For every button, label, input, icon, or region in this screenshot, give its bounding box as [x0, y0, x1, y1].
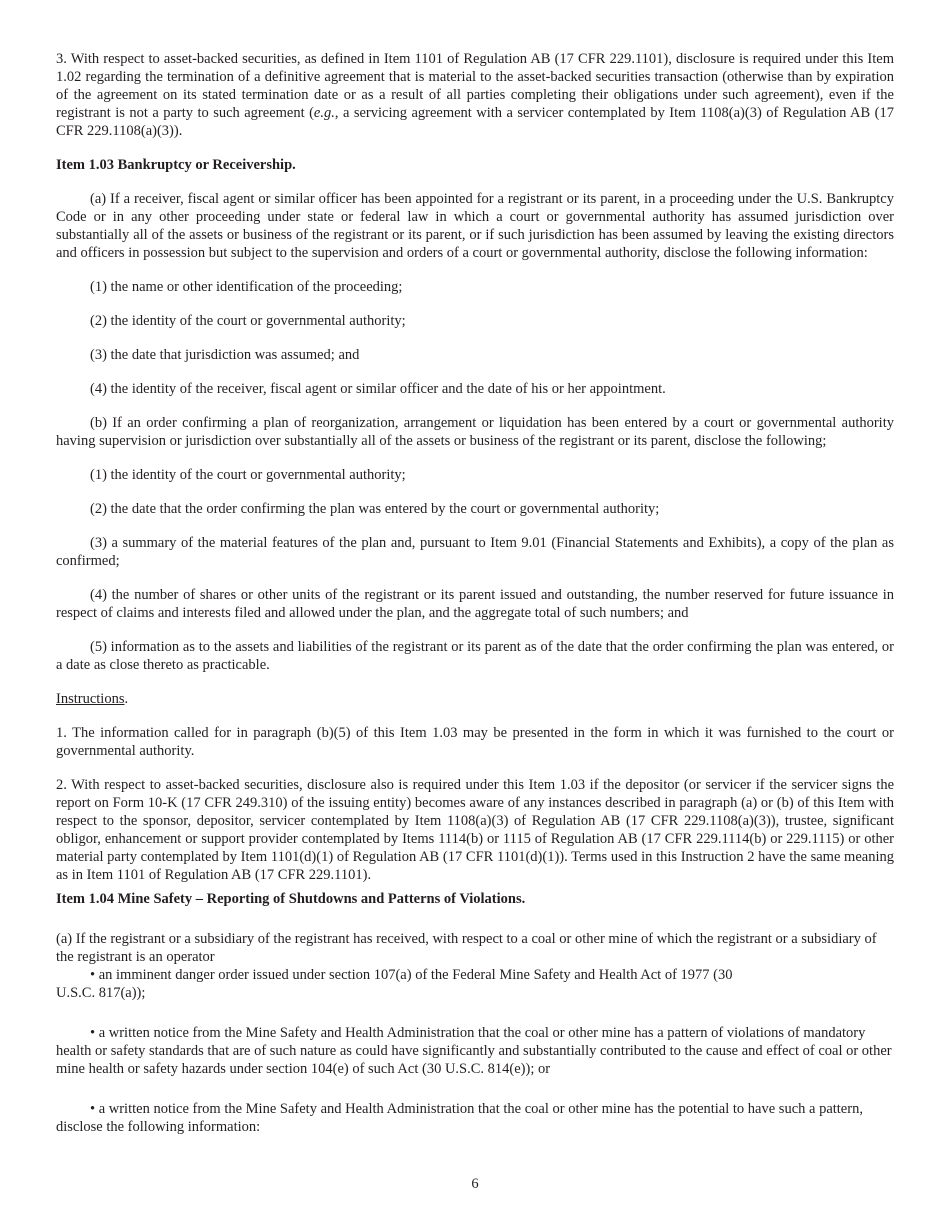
intro-text-part-1: 3. With respect to asset-backed securities, as defined in Item 1101 of Regulation AB (17 CFR 229.1101), disclosure is required under this Item 1.02 regarding the termination of a definitive agreement that is material to the asset-backed securities transaction (otherwise than by expiration of the agreement on its stated termination date or as a result of all parties completing their obligations under such agreement), even if the registrant is not a party to such agreement ( [56, 51, 894, 121]
item-104-heading: Item 1.04 Mine Safety – Reporting of Shutdowns and Patterns of Violations. [56, 891, 526, 907]
instructions-label: Instructions [56, 691, 125, 707]
item-103-b-4: (4) the number of shares or other units of the registrant or its parent issued and outstanding, the number reserved for future issuance in respect of claims and interests filed and allowed under the plan, and the aggregate total of such numbers; and [56, 587, 894, 621]
instruction-2: 2. With respect to asset-backed securities, disclosure also is required under this Item 1.03 if the depositor (or servicer if the servicer signs the report on Form 10-K (17 CFR 249.310) of the issuing entity) becomes aware of any instances described in paragraph (a) or (b) of this Item with respect to the sponsor, depositor, servicer contemplated by Item 1108(a)(3) of Regulation AB (17 CFR 229.1108(a)(3)), trustee, significant obligor, enhancement or support provider contemplated by Items 1114(b) or 1115 of Regulation AB (17 CFR 229.1114(b) or 229.1115) or other material party contemplated by Item 1101(d)(1) of Regulation AB (17 CFR 1101(d)(1)). Terms used in this Instruction 2 have the same meaning as in Item 1101 of Regulation AB (17 CFR 229.1101). [56, 777, 894, 883]
intro-text-part-2: , a servicing agreement with a servicer contemplated by Item 1108(a)(3) of Regulation AB (17 CFR 229.1108(a)(3)). [56, 105, 894, 139]
page-number: 6 [471, 1176, 479, 1192]
item-104-paragraph-a: (a) If the registrant or a subsidiary of the registrant has received, with respect to a coal or other mine of which the registrant or a subsidiary of the registrant is an operator [56, 931, 877, 965]
instruction-1: 1. The information called for in paragraph (b)(5) of this Item 1.03 may be presented in the form in which it was furnished to the court or governmental authority. [56, 725, 894, 759]
item-103-b-5: (5) information as to the assets and liabilities of the registrant or its parent as of the date that the order confirming the plan was entered, or a date as close thereto as practicable. [56, 639, 894, 673]
item-104-bullet-1-line-2: U.S.C. 817(a)); [56, 985, 146, 1001]
item-104-bullet-3: • a written notice from the Mine Safety and Health Administration that the coal or other mine has the potential to have such a pattern, disclose the following information: [56, 1101, 863, 1135]
item-103-paragraph-b: (b) If an order confirming a plan of reorganization, arrangement or liquidation has been entered by a court or governmental authority having supervision or jurisdiction over substantially all of the assets or business of the registrant or its parent, disclose the following; [56, 415, 894, 449]
item-104-bullet-2: • a written notice from the Mine Safety and Health Administration that the coal or other mine has a pattern of violations of mandatory health or safety standards that are of such nature as could have significantly and substantially contributed to the cause and effect of coal or other mine health or safety hazards under section 104(e) of such Act (30 U.S.C. 814(e)); or [56, 1025, 892, 1077]
intro-eg: e.g. [313, 105, 335, 121]
instructions-period: . [124, 691, 129, 707]
item-104-bullet-1-line-1: • an imminent danger order issued under section 107(a) of the Federal Mine Safety and Health Act of 1977 (30 [90, 967, 733, 983]
asset-backed-instruction-3 [56, 50, 894, 140]
item-103-heading: Item 1.03 Bankruptcy or Receivership. [56, 157, 296, 173]
item-103-a-4: (4) the identity of the receiver, fiscal agent or similar officer and the date of his or her appointment. [90, 381, 666, 397]
item-103-a-3: (3) the date that jurisdiction was assumed; and [90, 347, 360, 363]
item-103-a-1: (1) the name or other identification of the proceeding; [90, 279, 403, 295]
item-103-b-2: (2) the date that the order confirming the plan was entered by the court or governmental authority; [90, 501, 660, 517]
item-103-b-3: (3) a summary of the material features of the plan and, pursuant to Item 9.01 (Financial Statements and Exhibits), a copy of the plan as confirmed; [56, 535, 894, 569]
item-103-b-1: (1) the identity of the court or governmental authority; [90, 467, 406, 483]
item-103-a-2: (2) the identity of the court or governmental authority; [90, 313, 406, 329]
item-103-paragraph-a: (a) If a receiver, fiscal agent or similar officer has been appointed for a registrant or its parent, in a proceeding under the U.S. Bankruptcy Code or in any other proceeding under state or federal law in which a court or governmental authority has assumed jurisdiction over substantially all of the assets or business of the registrant or its parent, or if such jurisdiction has been assumed by leaving the existing directors and officers in possession but subject to the supervision and orders of a court or governmental authority, disclose the following information: [56, 191, 894, 261]
instructions-heading [56, 690, 894, 708]
document-page [56, 50, 894, 1136]
